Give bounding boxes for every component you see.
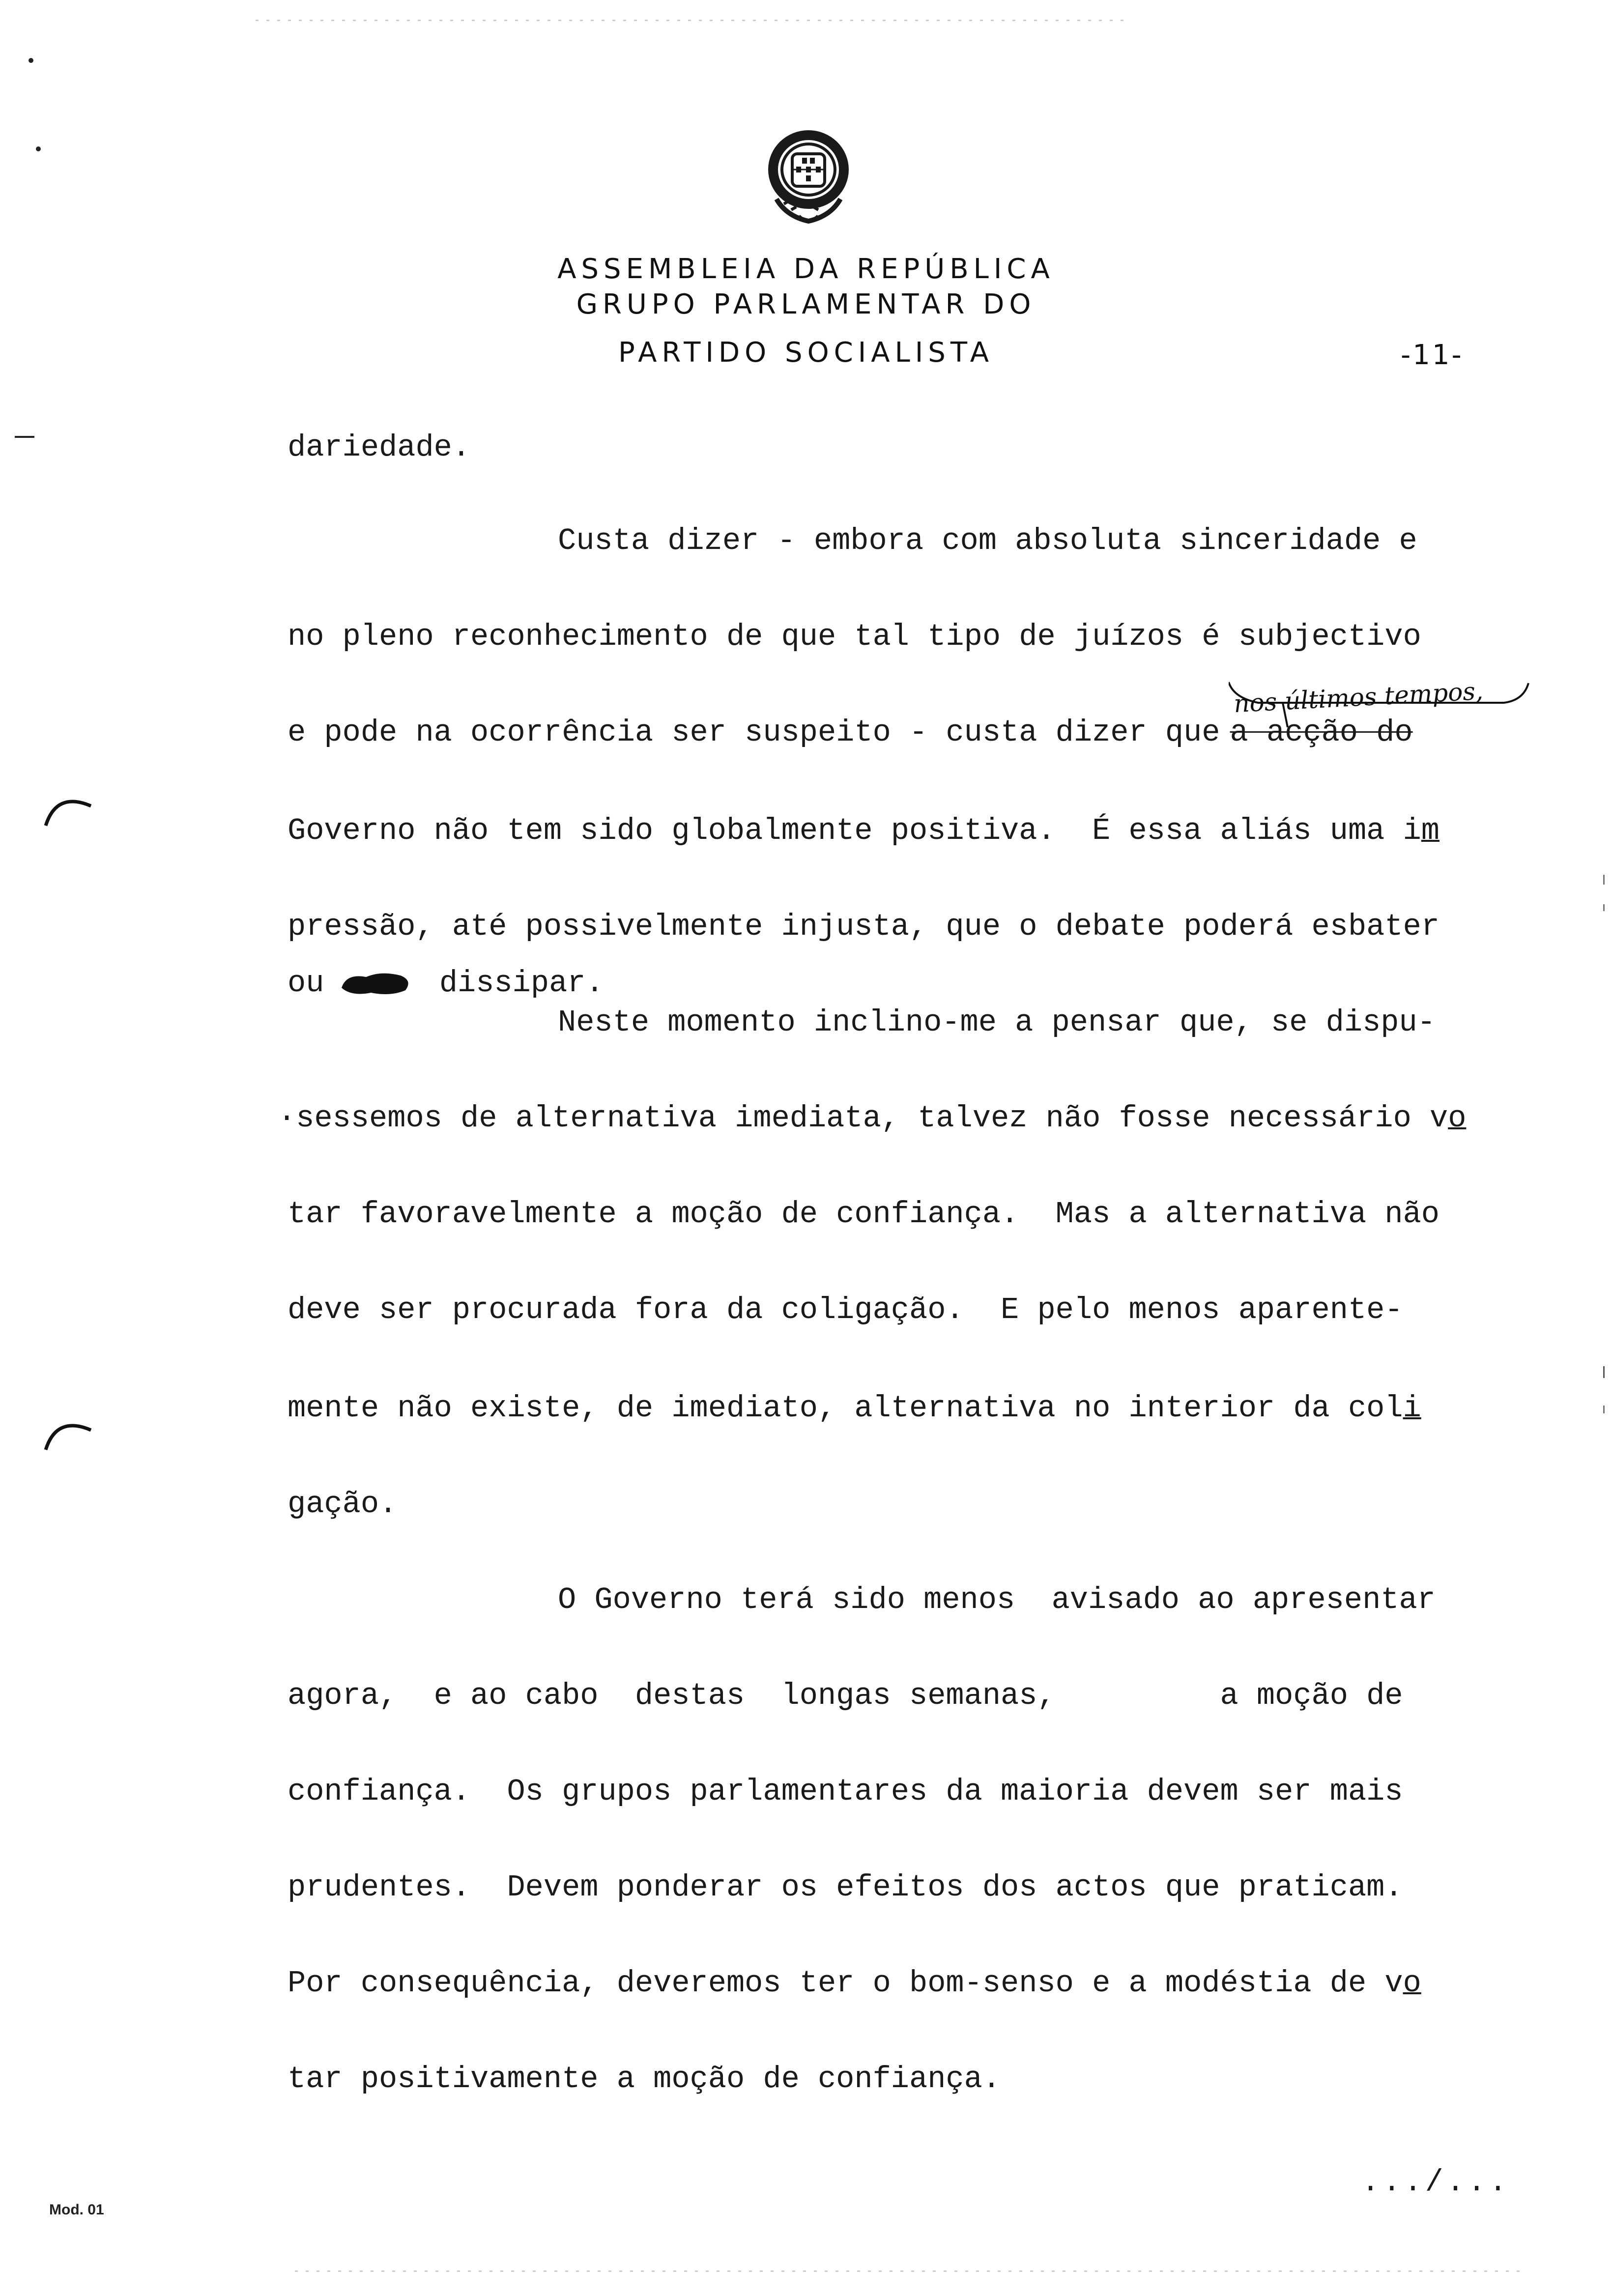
ink-blot-correction [337, 968, 415, 998]
binding-arc-mark-upper [42, 786, 96, 831]
text-line-12-hyphen-syllable: i [1403, 1391, 1421, 1426]
text-line-7 [288, 968, 604, 999]
text-line-18-hyphen-syllable: o [1403, 1966, 1421, 2001]
text-line-18 [288, 1968, 1421, 1999]
text-line-3: no pleno reconhecimento de que tal tipo de juízos é subjectivo [288, 619, 1421, 654]
margin-dash-mark [15, 435, 39, 440]
letterhead-line-1: ASSEMBLEIA DA REPÚBLICA [557, 253, 1055, 285]
text-line-18-start: Por consequência, deveremos ter o bom-senso e a modéstia de v [288, 1966, 1403, 2001]
text-line-4-end: a acção do [1230, 715, 1413, 750]
text-line-8: Neste momento inclino-me a pensar que, se dispu- [558, 1005, 1436, 1040]
scan-edge-bottom [295, 2270, 1524, 2272]
text-line-6: pressão, até possivelmente injusta, que o debate poderá esbater [288, 909, 1439, 944]
continuation-mark: .../... [1361, 2165, 1510, 2200]
text-line-5 [288, 813, 1439, 848]
text-line-13: gação. [288, 1487, 398, 1521]
text-line-5-start: Governo não tem sido globalmente positiva. É essa aliás uma i [288, 813, 1421, 848]
form-model-label: Mod. 01 [49, 2202, 104, 2218]
letterhead-line-3: PARTIDO SOCIALISTA [618, 337, 994, 369]
text-line-10: tar favoravelmente a moção de confiança. Mas a alternativa não [288, 1197, 1439, 1232]
text-line-4 [288, 715, 1413, 750]
text-line-14: O Governo terá sido menos avisado ao apresentar [558, 1582, 1436, 1617]
text-line-9-start: ·sessemos de alternativa imediata, talvez não fosse necessário v [278, 1101, 1448, 1136]
text-line-16: confiança. Os grupos parlamentares da maioria devem ser mais [288, 1774, 1403, 1809]
margin-mark-dot [34, 145, 44, 155]
text-line-7-end: dissipar. [421, 966, 604, 1001]
handwritten-insertion: nos últimos tempos, [1233, 676, 1484, 718]
text-line-9 [278, 1103, 1466, 1134]
letterhead-line-2: GRUPO PARLAMENTAR DO [576, 288, 1036, 320]
text-line-12-start: mente não existe, de imediato, alternativa no interior da col [288, 1391, 1403, 1426]
right-edge-marks [1602, 875, 1608, 1464]
text-line-11: deve ser procurada fora da coligação. E pelo menos aparente- [288, 1292, 1403, 1327]
text-line-1: dariedade. [288, 430, 471, 465]
text-line-2: Custa dizer - embora com absoluta sinceridade e [558, 523, 1417, 558]
text-line-7-start: ou [288, 966, 343, 1001]
scan-edge-top [256, 20, 1130, 21]
text-line-19: tar positivamente a moção de confiança. [288, 2062, 1001, 2096]
page-number: -11- [1401, 339, 1464, 371]
binding-arc-mark-lower [42, 1410, 96, 1455]
text-line-5-hyphen-syllable: m [1421, 813, 1439, 848]
text-line-4-start: e pode na ocorrência ser suspeito - custa dizer que [288, 715, 1220, 750]
text-line-12 [288, 1393, 1421, 1424]
text-line-9-hyphen-syllable: o [1448, 1101, 1467, 1136]
text-line-17: prudentes. Devem ponderar os efeitos dos actos que praticam. [288, 1870, 1403, 1905]
text-line-15: agora, e ao cabo destas longas semanas, a moção de [288, 1678, 1403, 1713]
margin-mark-top [27, 57, 37, 66]
coat-of-arms-seal-icon [757, 125, 860, 229]
